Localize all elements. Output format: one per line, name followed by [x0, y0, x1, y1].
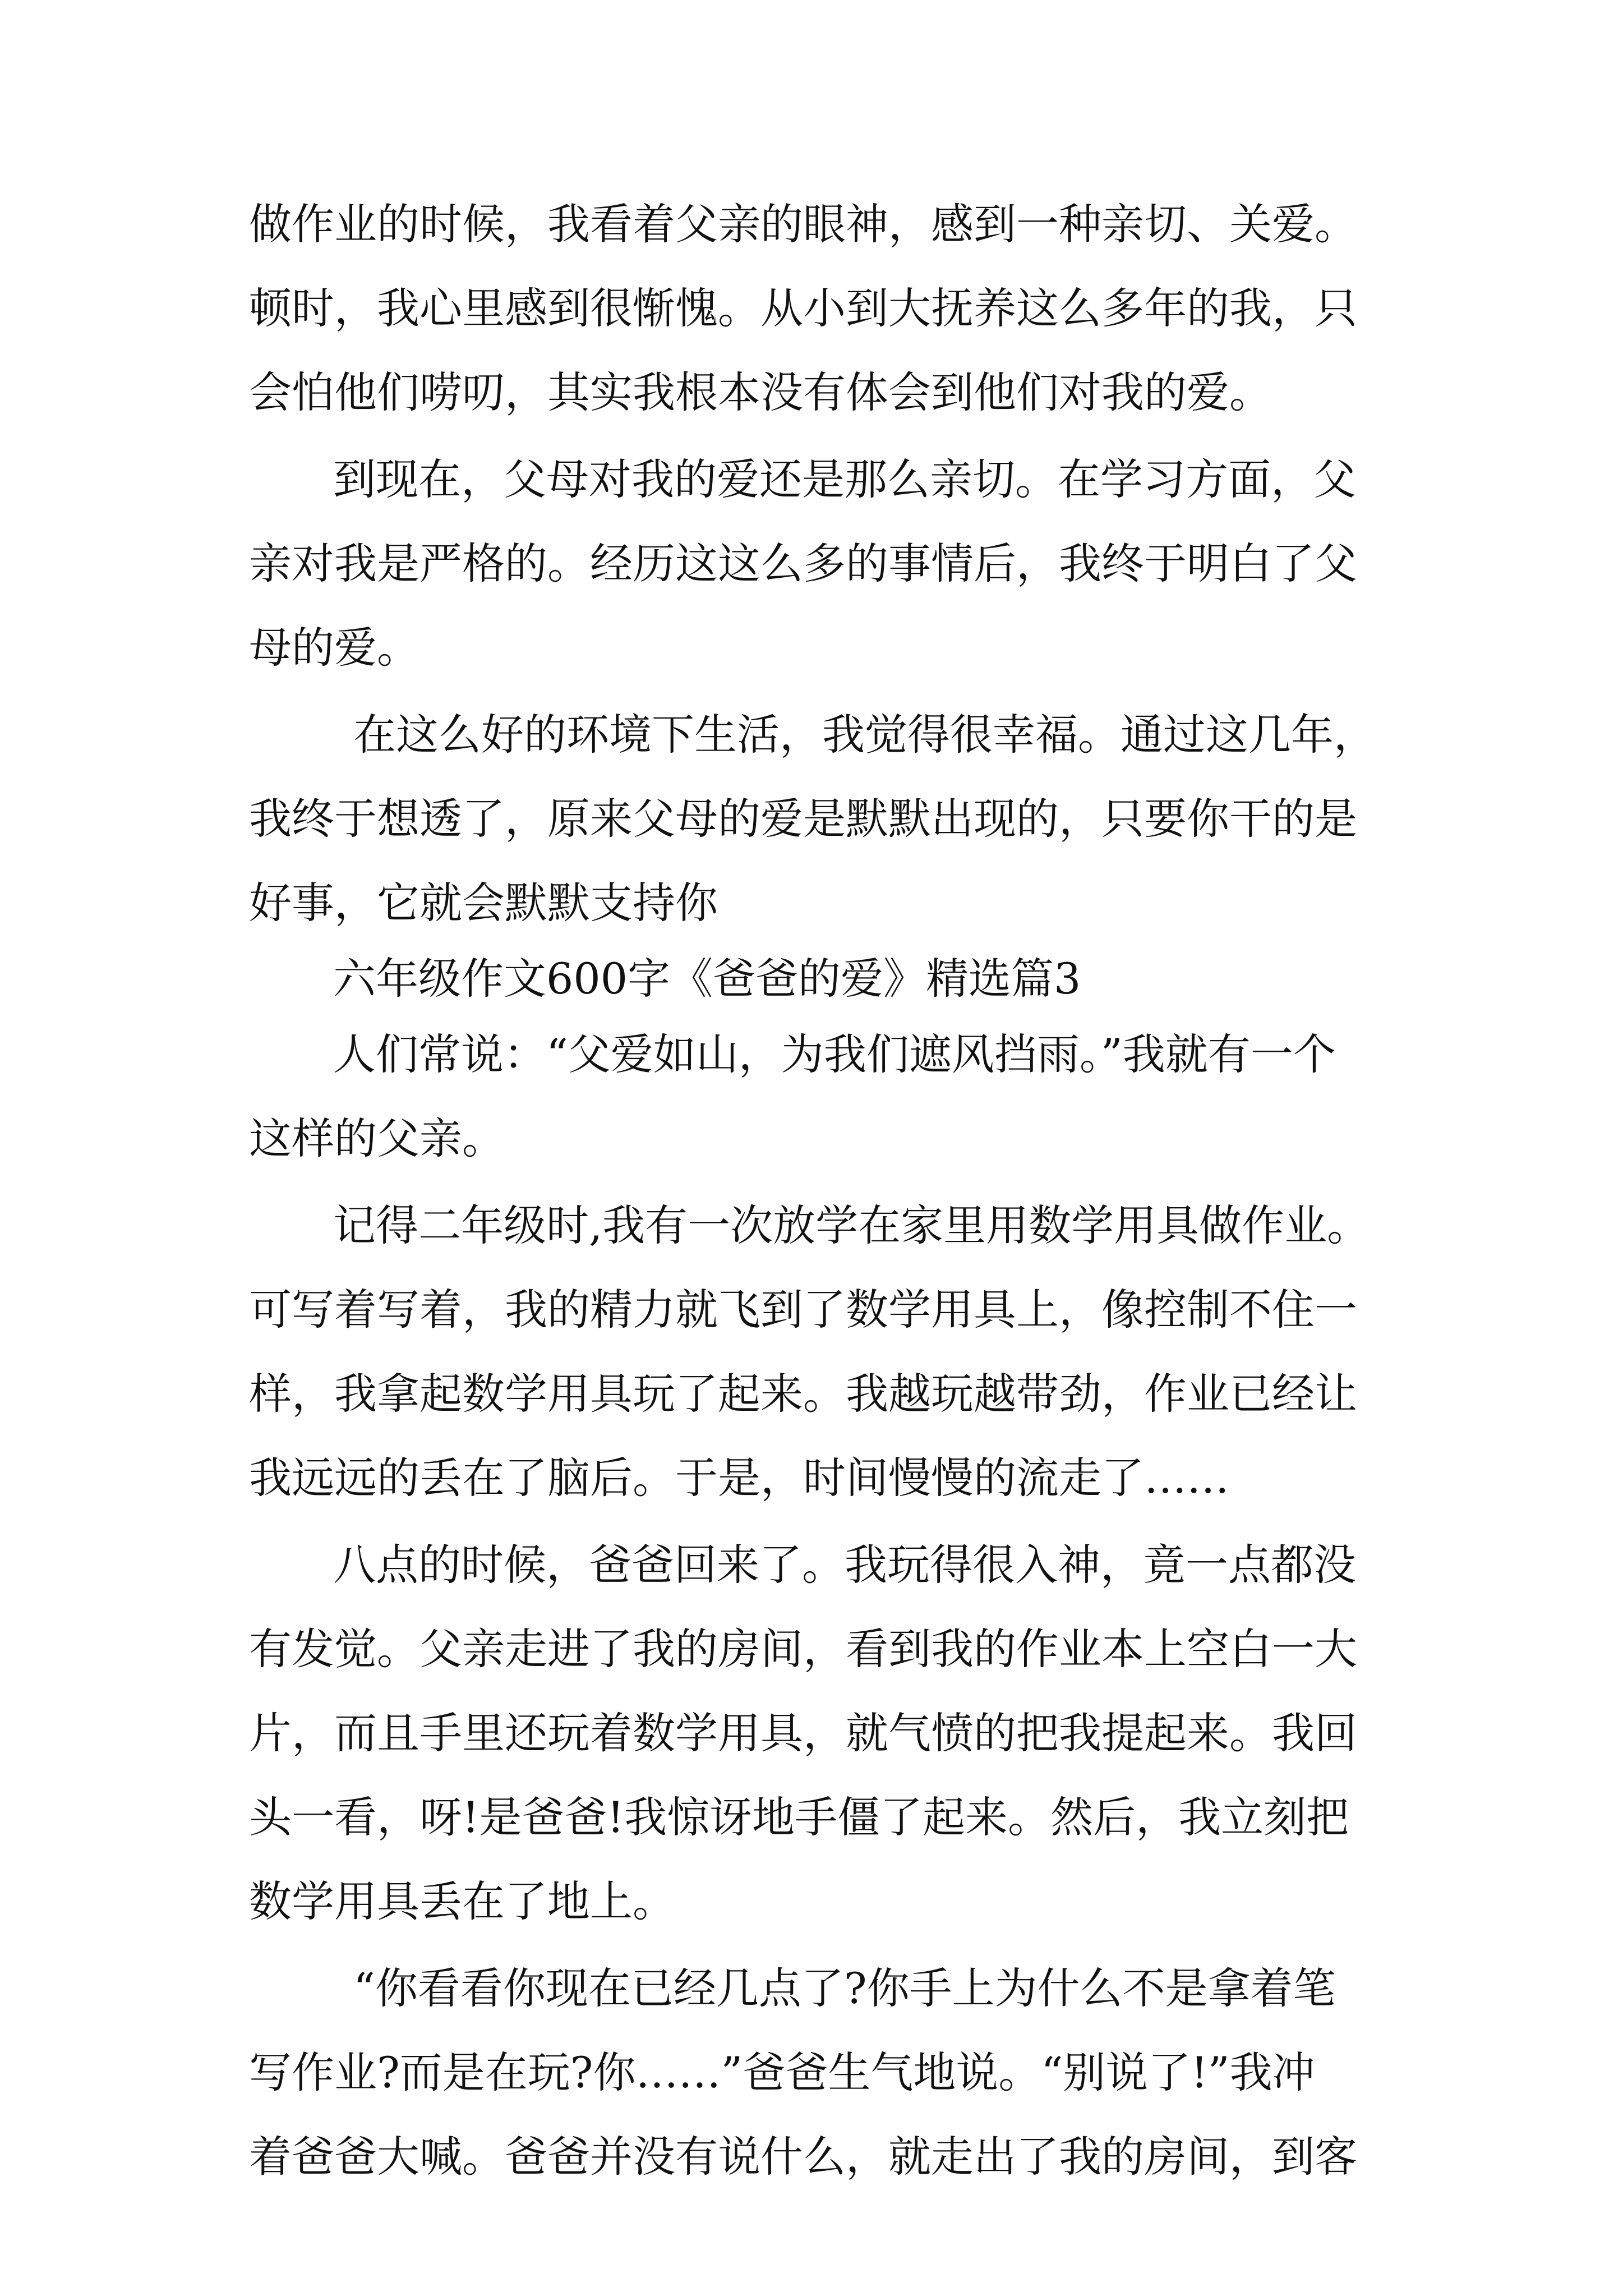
text-line: 着爸爸大喊。爸爸并没有说什么，就走出了我的房间，到客 [249, 2132, 1357, 2182]
text-line: 做作业的时候，我看着父亲的眼神，感到一种亲切、关爱。 [249, 199, 1357, 249]
text-line: 片，而且手里还玩着数学用具，就气愤的把我提起来。我回 [249, 1708, 1357, 1758]
text-line: 母的爱。 [249, 623, 419, 673]
text-line: 我终于想透了，原来父母的爱是默默出现的，只要你干的是 [249, 794, 1357, 844]
paragraph-start-line: “你看看你现在已经几点了?你手上为什么不是拿着笔 [353, 1963, 1336, 2013]
text-line: 样，我拿起数学用具玩了起来。我越玩越带劲，作业已经让 [249, 1369, 1357, 1419]
text-line: 数学用具丢在了地上。 [249, 1876, 675, 1926]
paragraph-start-line: 在这么好的环境下生活，我觉得很幸福。通过这几年， [353, 710, 1376, 760]
text-line: 我远远的丢在了脑后。于是，时间慢慢的流走了…… [249, 1453, 1229, 1503]
text-line: 会怕他们唠叨，其实我根本没有体会到他们对我的爱。 [249, 367, 1272, 417]
text-line: 这样的父亲。 [249, 1114, 505, 1163]
paragraph-start-line: 记得二年级时,我有一次放学在家里用数学用具做作业。 [333, 1200, 1370, 1250]
text-line: 有发觉。父亲走进了我的房间，看到我的作业本上空白一大 [249, 1624, 1357, 1674]
text-line: 可写着写着，我的精力就飞到了数学用具上，像控制不住一 [249, 1285, 1357, 1335]
paragraph-start-line: 到现在，父母对我的爱还是那么亲切。在学习方面，父 [333, 454, 1356, 504]
text-line: 头一看，呀!是爸爸!我惊讶地手僵了起来。然后，我立刻把 [249, 1792, 1349, 1842]
text-line: 写作业?而是在玩?你……”爸爸生气地说。“别说了!”我冲 [249, 2047, 1315, 2097]
text-line: 好事，它就会默默支持你 [249, 878, 718, 928]
section-heading: 六年级作文600字《爸爸的爱》精选篇3 [333, 954, 1081, 1004]
paragraph-start-line: 八点的时候，爸爸回来了。我玩得很入神，竟一点都没 [333, 1540, 1356, 1590]
text-line: 亲对我是严格的。经历这这么多的事情后，我终于明白了父 [249, 539, 1357, 588]
paragraph-start-line: 人们常说：“父爱如山，为我们遮风挡雨。”我就有一个 [333, 1029, 1336, 1079]
text-line: 顿时，我心里感到很惭愧。从小到大抚养这么多年的我，只 [249, 283, 1357, 333]
